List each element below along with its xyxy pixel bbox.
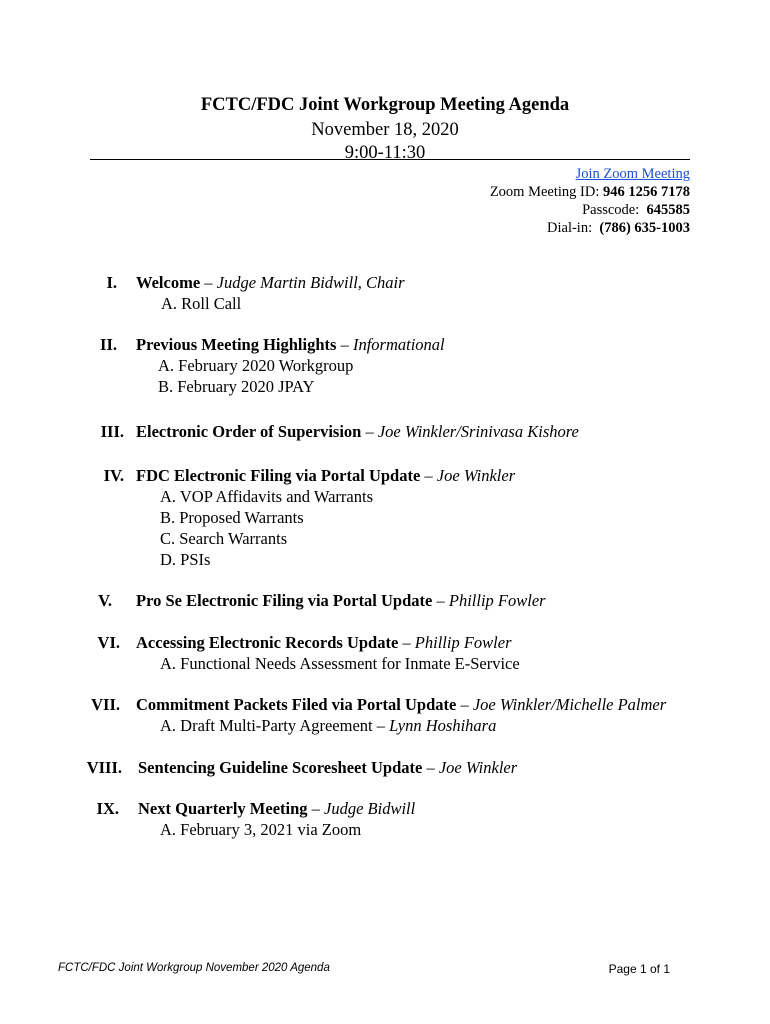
- zoom-passcode-line: [490, 201, 690, 219]
- agenda-numeral: I.: [106, 273, 117, 292]
- agenda-heading: [136, 694, 666, 715]
- agenda-subitem: A. February 3, 2021 via Zoom: [160, 820, 362, 839]
- zoom-info: [490, 165, 690, 237]
- zoom-dialin-line: [490, 219, 690, 237]
- agenda-sep: –: [200, 273, 217, 292]
- meeting-date: November 18, 2020: [311, 120, 459, 140]
- footer-page-number: Page 1 of 1: [608, 962, 670, 976]
- agenda-heading: [138, 757, 517, 778]
- agenda-heading: [136, 272, 405, 293]
- agenda-subitem: B. February 2020 JPAY: [158, 377, 315, 396]
- agenda-title: FDC Electronic Filing via Portal Update: [136, 466, 421, 485]
- agenda-subitem-text: A. Draft Multi-Party Agreement –: [160, 716, 390, 735]
- agenda-numeral: IX.: [96, 799, 119, 818]
- agenda-presenter: Informational: [352, 335, 445, 354]
- zoom-meeting-id-line: [490, 183, 690, 201]
- agenda-presenter: Judge Bidwill: [324, 799, 416, 818]
- agenda-presenter: Phillip Fowler: [448, 591, 546, 610]
- agenda-sep: –: [361, 422, 378, 441]
- agenda-numeral: VI.: [97, 633, 120, 652]
- zoom-meeting-id-label: Zoom Meeting ID:: [489, 184, 600, 200]
- agenda-heading: [136, 590, 546, 611]
- meeting-time: 9:00-11:30: [344, 143, 426, 163]
- zoom-dialin-label: Dial-in:: [547, 220, 593, 236]
- agenda-heading: [136, 632, 512, 653]
- agenda-numeral: VIII.: [86, 758, 122, 777]
- agenda-sep: –: [420, 466, 437, 485]
- footer-document-name: FCTC/FDC Joint Workgroup November 2020 Agenda: [58, 962, 330, 974]
- agenda-numeral: VII.: [91, 695, 120, 714]
- agenda-title: Sentencing Guideline Scoresheet Update: [138, 758, 423, 777]
- zoom-passcode: 645585: [646, 202, 690, 218]
- agenda-subitem: D. PSIs: [160, 550, 211, 569]
- agenda-title: Electronic Order of Supervision: [136, 422, 362, 441]
- agenda-sep: –: [432, 591, 449, 610]
- agenda-title: Previous Meeting Highlights: [136, 335, 337, 354]
- agenda-subitem: B. Proposed Warrants: [160, 508, 304, 527]
- agenda-subitem: [160, 715, 496, 736]
- agenda-presenter: Judge Martin Bidwill, Chair: [216, 273, 405, 292]
- agenda-subitem: A. Functional Needs Assessment for Inmate E-Service: [160, 654, 520, 673]
- agenda-title: Pro Se Electronic Filing via Portal Update: [136, 591, 433, 610]
- agenda-sep: –: [456, 695, 473, 714]
- agenda-sep: –: [336, 335, 353, 354]
- agenda-sep: –: [422, 758, 439, 777]
- agenda-heading: [136, 421, 579, 442]
- agenda-title: Commitment Packets Filed via Portal Update: [136, 695, 457, 714]
- agenda-heading: [138, 798, 415, 819]
- agenda-presenter: Joe Winkler: [438, 758, 518, 777]
- agenda-sep: –: [307, 799, 325, 818]
- agenda-presenter: Joe Winkler/Michelle Palmer: [472, 695, 667, 714]
- agenda-title: Next Quarterly Meeting: [138, 799, 308, 818]
- agenda-presenter: Phillip Fowler: [414, 633, 512, 652]
- join-zoom-link[interactable]: Join Zoom Meeting: [575, 166, 690, 182]
- header-divider: [90, 159, 690, 160]
- zoom-dialin: (786) 635-1003: [599, 220, 690, 236]
- agenda-subitem: C. Search Warrants: [160, 529, 288, 548]
- zoom-meeting-id: 946 1256 7178: [603, 184, 690, 200]
- agenda-numeral: V.: [98, 591, 112, 610]
- document-title: FCTC/FDC Joint Workgroup Meeting Agenda: [200, 95, 570, 115]
- agenda-numeral: III.: [100, 422, 124, 441]
- agenda-heading: [136, 334, 445, 355]
- agenda-presenter: Joe Winkler: [436, 466, 516, 485]
- agenda-subitem-presenter: Lynn Hoshihara: [389, 716, 497, 735]
- agenda-subitem: A. VOP Affidavits and Warrants: [160, 487, 374, 506]
- agenda-subitem: A. February 2020 Workgroup: [158, 356, 354, 375]
- agenda-sep: –: [398, 633, 415, 652]
- agenda-title: Accessing Electronic Records Update: [136, 633, 399, 652]
- agenda-numeral: IV.: [103, 466, 124, 485]
- agenda-numeral: II.: [100, 335, 117, 354]
- agenda-presenter: Joe Winkler/Srinivasa Kishore: [377, 422, 579, 441]
- agenda-subitem: A. Roll Call: [161, 294, 242, 313]
- agenda-title: Welcome: [136, 273, 201, 292]
- agenda-heading: [136, 465, 515, 486]
- zoom-passcode-label: Passcode:: [582, 202, 640, 218]
